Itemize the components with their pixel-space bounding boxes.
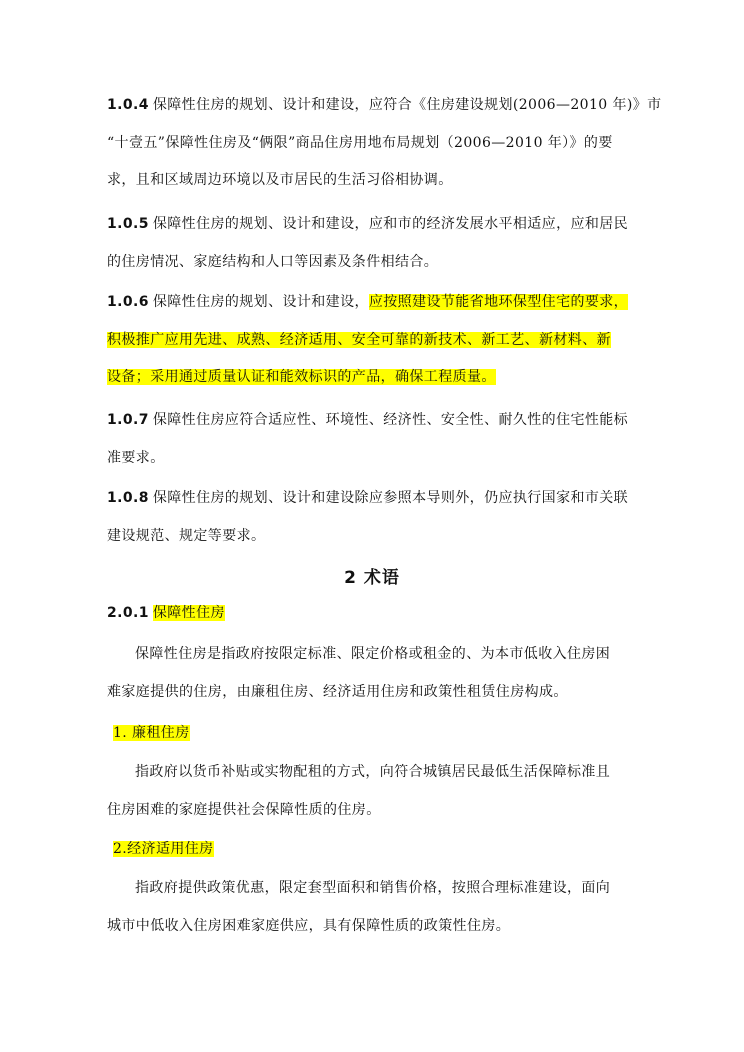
- clause-1-0-8: [107, 480, 637, 555]
- clause-number: 1.0.7: [107, 412, 149, 428]
- term-title: 保障性住房: [152, 605, 225, 621]
- term-2-0-1: [107, 595, 637, 633]
- clause-text: 保障性住房的规划、设计和建设，应和市的经济发展水平相适应，应和居民: [152, 216, 629, 232]
- definition-text: 指政府以货币补贴或实物配租的方式，向符合城镇居民最低生活保障标准且: [135, 764, 611, 780]
- subterm-2: [107, 831, 637, 869]
- clause-1-0-7: [107, 402, 637, 477]
- subterm-2-definition: [107, 870, 637, 945]
- clause-1-0-5: [107, 206, 637, 281]
- clause-text: 的住房情况、家庭结构和人口等因素及条件相结合。: [107, 253, 439, 270]
- subterm-1: [107, 715, 637, 753]
- definition-text: 难家庭提供的住房，由廉租住房、经济适用住房和政策性租赁住房构成。: [107, 683, 568, 700]
- subterm-title: 1. 廉租住房: [113, 725, 190, 741]
- clause-text: 保障性住房应符合适应性、环境性、经济性、安全性、耐久性的住宅性能标: [152, 412, 629, 428]
- clause-number: 1.0.8: [107, 490, 149, 506]
- clause-text: 准要求。: [107, 449, 165, 466]
- clause-number: 1.0.5: [107, 216, 149, 232]
- clause-text: “十壹五”保障性住房及“俩限”商品住房用地布局规划（2006—2010 年）》的要: [107, 134, 613, 151]
- section-title: 2 术语: [344, 568, 400, 588]
- highlighted-text: 应按照建设节能省地环保型住宅的要求，: [368, 294, 629, 310]
- term-number: 2.0.1: [107, 605, 149, 621]
- definition-text: 保障性住房是指政府按限定标准、限定价格或租金的、为本市低收入住房困: [135, 646, 611, 662]
- definition-text: 住房困难的家庭提供社会保障性质的住房。: [107, 801, 381, 818]
- clause-1-0-6: [107, 284, 637, 397]
- clause-text: 建设规范、规定等要求。: [107, 527, 266, 544]
- highlighted-text: 积极推广应用先进、成熟、经济适用、安全可靠的新技术、新工艺、新材料、新: [107, 331, 611, 348]
- definition-text: 城市中低收入住房困难家庭供应，具有保障性质的政策性住房。: [107, 917, 511, 934]
- subterm-title: 2.经济适用住房: [113, 841, 214, 857]
- subterm-1-definition: [107, 754, 637, 829]
- term-definition: [107, 636, 637, 711]
- clause-text: 保障性住房的规划、设计和建设，应符合《住房建设规划(2006—2010 年)》市: [152, 97, 662, 113]
- clause-number: 1.0.6: [107, 294, 149, 310]
- clause-1-0-4: [107, 87, 662, 200]
- clause-number: 1.0.4: [107, 97, 149, 113]
- definition-text: 指政府提供政策优惠，限定套型面积和销售价格，按照合理标准建设，面向: [135, 880, 611, 896]
- clause-text: 保障性住房的规划、设计和建设除应参照本导则外，仍应执行国家和市关联: [152, 490, 629, 506]
- clause-text: 保障性住房的规划、设计和建设，: [152, 294, 369, 310]
- highlighted-text: 设备；采用通过质量认证和能效标识的产品，确保工程质量。: [107, 369, 496, 385]
- clause-text: 求，且和区域周边环境以及市居民的生活习俗相协调。: [107, 172, 453, 188]
